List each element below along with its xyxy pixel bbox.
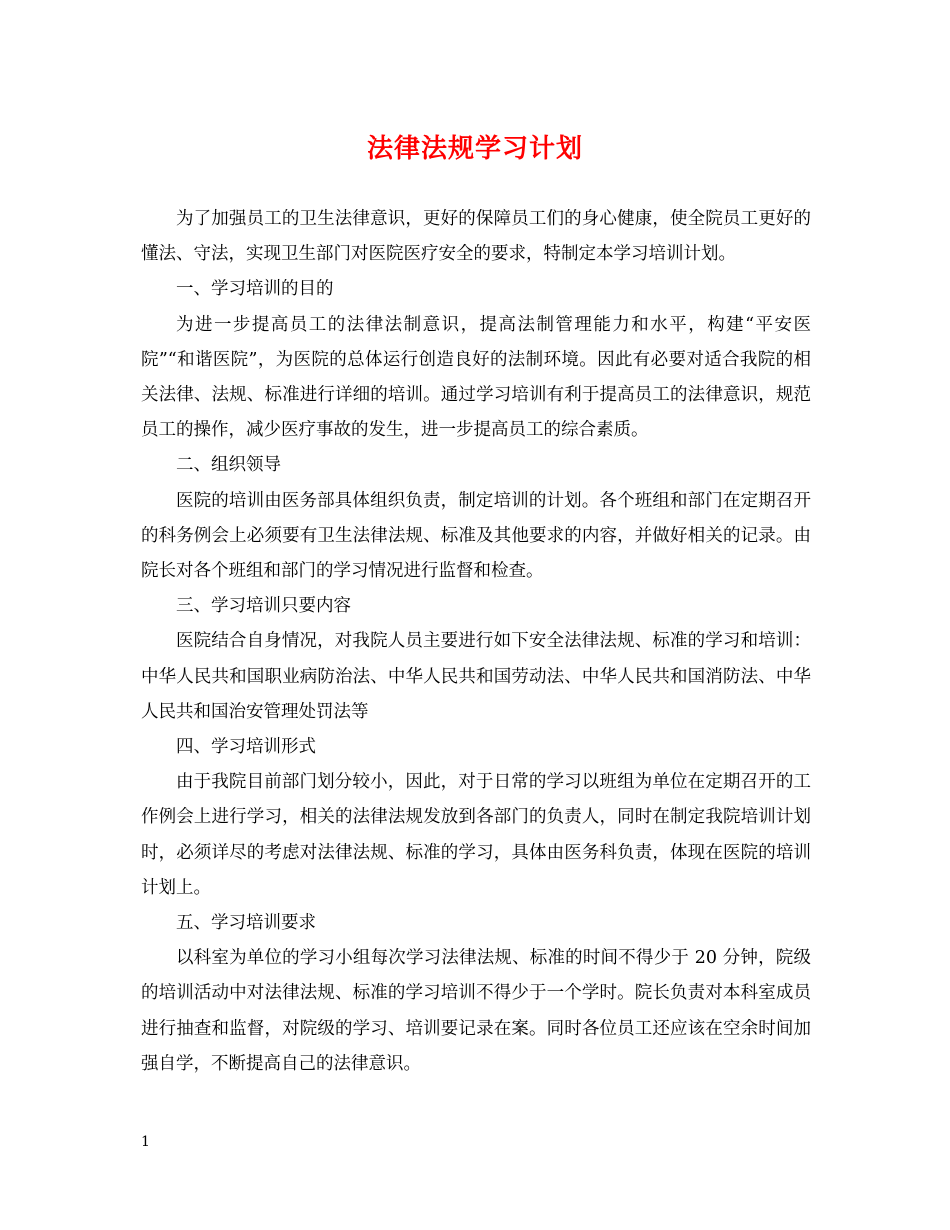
paragraph-section-5: 以科室为单位的学习小组每次学习法律法规、标准的时间不得少于 20 分钟，院级的培训活动中对法律法规、标准的学习培训不得少于一个学时。院长负责对本科室成员进行抽查和监督，对院级的学习、培训要记录在案。同时各位员工还应该在空余时间加强自学，不断提高自己的法律意识。 — [141, 948, 811, 1074]
document-body — [141, 202, 811, 1082]
document-title: 法律法规学习计划 — [366, 134, 583, 164]
page-number: 1 — [141, 1134, 150, 1150]
paragraph-intro: 为了加强员工的卫生法律意识，更好的保障员工们的身心健康，使全院员工更好的懂法、守法，实现卫生部门对医院医疗安全的要求，特制定本学习培训计划。 — [141, 209, 811, 265]
heading-section-4: 四、学习培训形式 — [176, 737, 316, 758]
heading-section-3: 三、学习培训只要内容 — [176, 596, 351, 617]
paragraph-section-4: 由于我院目前部门划分较小，因此，对于日常的学习以班组为单位在定期召开的工作例会上进行学习，相关的法律法规发放到各部门的负责人，同时在制定我院培训计划时，必须详尽的考虑对法律法规、标准的学习，具体由医务科负责，体现在医院的培训计划上。 — [141, 772, 811, 898]
heading-section-2: 二、组织领导 — [176, 455, 281, 476]
paragraph-section-1: 为进一步提高员工的法律法制意识，提高法制管理能力和水平，构建“平安医院”“和谐医院”，为医院的总体运行创造良好的法制环境。因此有必要对适合我院的相关法律、法规、标准进行详细的培训。通过学习培训有利于提高员工的法律意识，规范员工的操作，减少医疗事故的发生，进一步提高员工的综合素质。 — [141, 314, 811, 441]
heading-section-5: 五、学习培训要求 — [176, 913, 316, 934]
paragraph-section-2: 医院的培训由医务部具体组织负责，制定培训的计划。各个班组和部门在定期召开的科务例会上必须要有卫生法律法规、标准及其他要求的内容，并做好相关的记录。由院长对各个班组和部门的学习情况进行监督和检查。 — [141, 490, 811, 582]
heading-section-1: 一、学习培训的目的 — [176, 279, 334, 300]
paragraph-section-3: 医院结合自身情况，对我院人员主要进行如下安全法律法规、标准的学习和培训： 中华人民共和国职业病防治法、中华人民共和国劳动法、中华人民共和国消防法、中华人民共和国治安管理处罚法等 — [141, 631, 811, 722]
